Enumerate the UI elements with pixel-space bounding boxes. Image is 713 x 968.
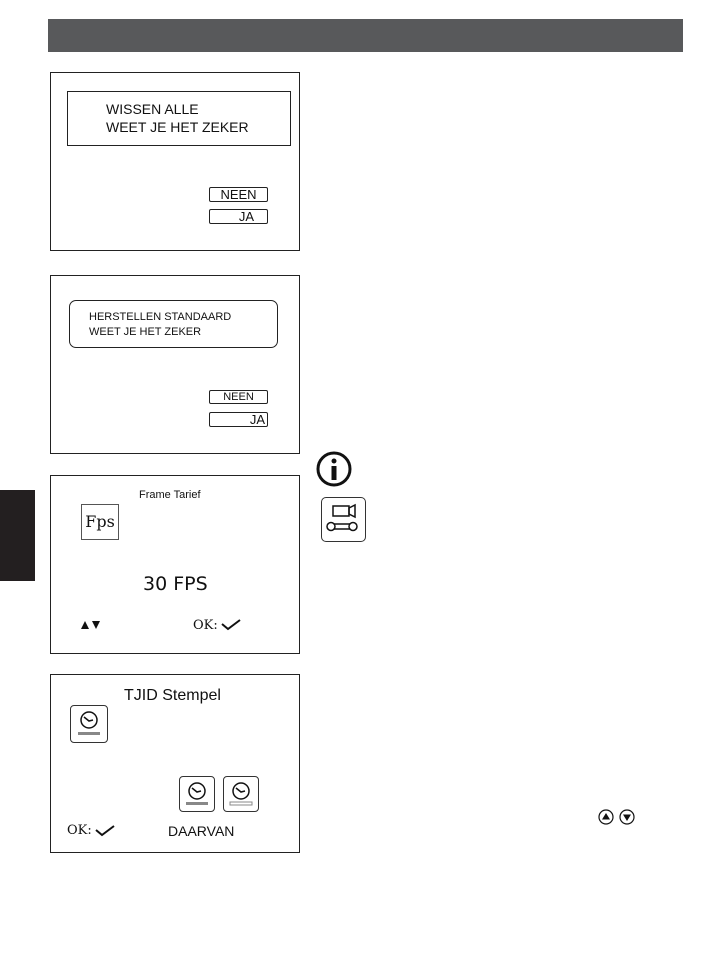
language-side-tab bbox=[0, 490, 35, 581]
no-button[interactable] bbox=[209, 187, 268, 202]
ok-hint bbox=[67, 823, 92, 838]
confirm-message-box bbox=[69, 300, 278, 348]
up-arrow-icon bbox=[81, 621, 89, 629]
clock-on-icon[interactable] bbox=[179, 776, 215, 812]
off-label: DAARVAN bbox=[168, 823, 235, 839]
screen-reset-defaults bbox=[50, 275, 300, 454]
info-icon bbox=[315, 450, 353, 488]
confirm-message-box bbox=[67, 91, 291, 146]
fps-value: 30 FPS bbox=[143, 573, 208, 595]
up-down-arrows bbox=[80, 620, 102, 630]
checkmark-icon bbox=[221, 619, 241, 631]
screen-title: TJID Stempel bbox=[124, 687, 221, 704]
camera-settings-icon bbox=[321, 497, 366, 542]
down-arrow-icon bbox=[92, 621, 100, 629]
section-header-bar bbox=[48, 19, 683, 52]
checkmark-icon bbox=[95, 825, 115, 837]
down-button-icon bbox=[619, 809, 635, 825]
message-line-1: HERSTELLEN STANDAARD bbox=[89, 311, 232, 323]
ok-label: OK: bbox=[67, 823, 92, 838]
up-button-icon bbox=[598, 809, 614, 825]
yes-button-label: JA bbox=[238, 209, 255, 224]
message-line-2: WEET JE HET ZEKER bbox=[89, 326, 202, 338]
fps-icon-label: Fps bbox=[85, 512, 115, 531]
no-button[interactable] bbox=[209, 390, 268, 404]
no-button-label: NEEN bbox=[223, 391, 254, 403]
clock-off-icon[interactable] bbox=[223, 776, 259, 812]
message-line-2: WEET JE HET ZEKER bbox=[106, 119, 249, 135]
message-line-1: WISSEN ALLE bbox=[106, 101, 199, 117]
screen-title: Frame Tarief bbox=[139, 489, 201, 501]
yes-button[interactable] bbox=[209, 412, 268, 427]
yes-button[interactable] bbox=[209, 209, 268, 224]
screen-frame-rate bbox=[50, 475, 300, 654]
clock-icon bbox=[70, 705, 108, 743]
fps-icon bbox=[81, 504, 119, 540]
no-button-label: NEEN bbox=[220, 187, 257, 202]
yes-button-label: JA bbox=[249, 412, 265, 427]
screen-delete-all bbox=[50, 72, 300, 251]
ok-hint bbox=[193, 618, 218, 633]
ok-label: OK: bbox=[193, 618, 218, 633]
screen-time-stamp bbox=[50, 674, 300, 853]
